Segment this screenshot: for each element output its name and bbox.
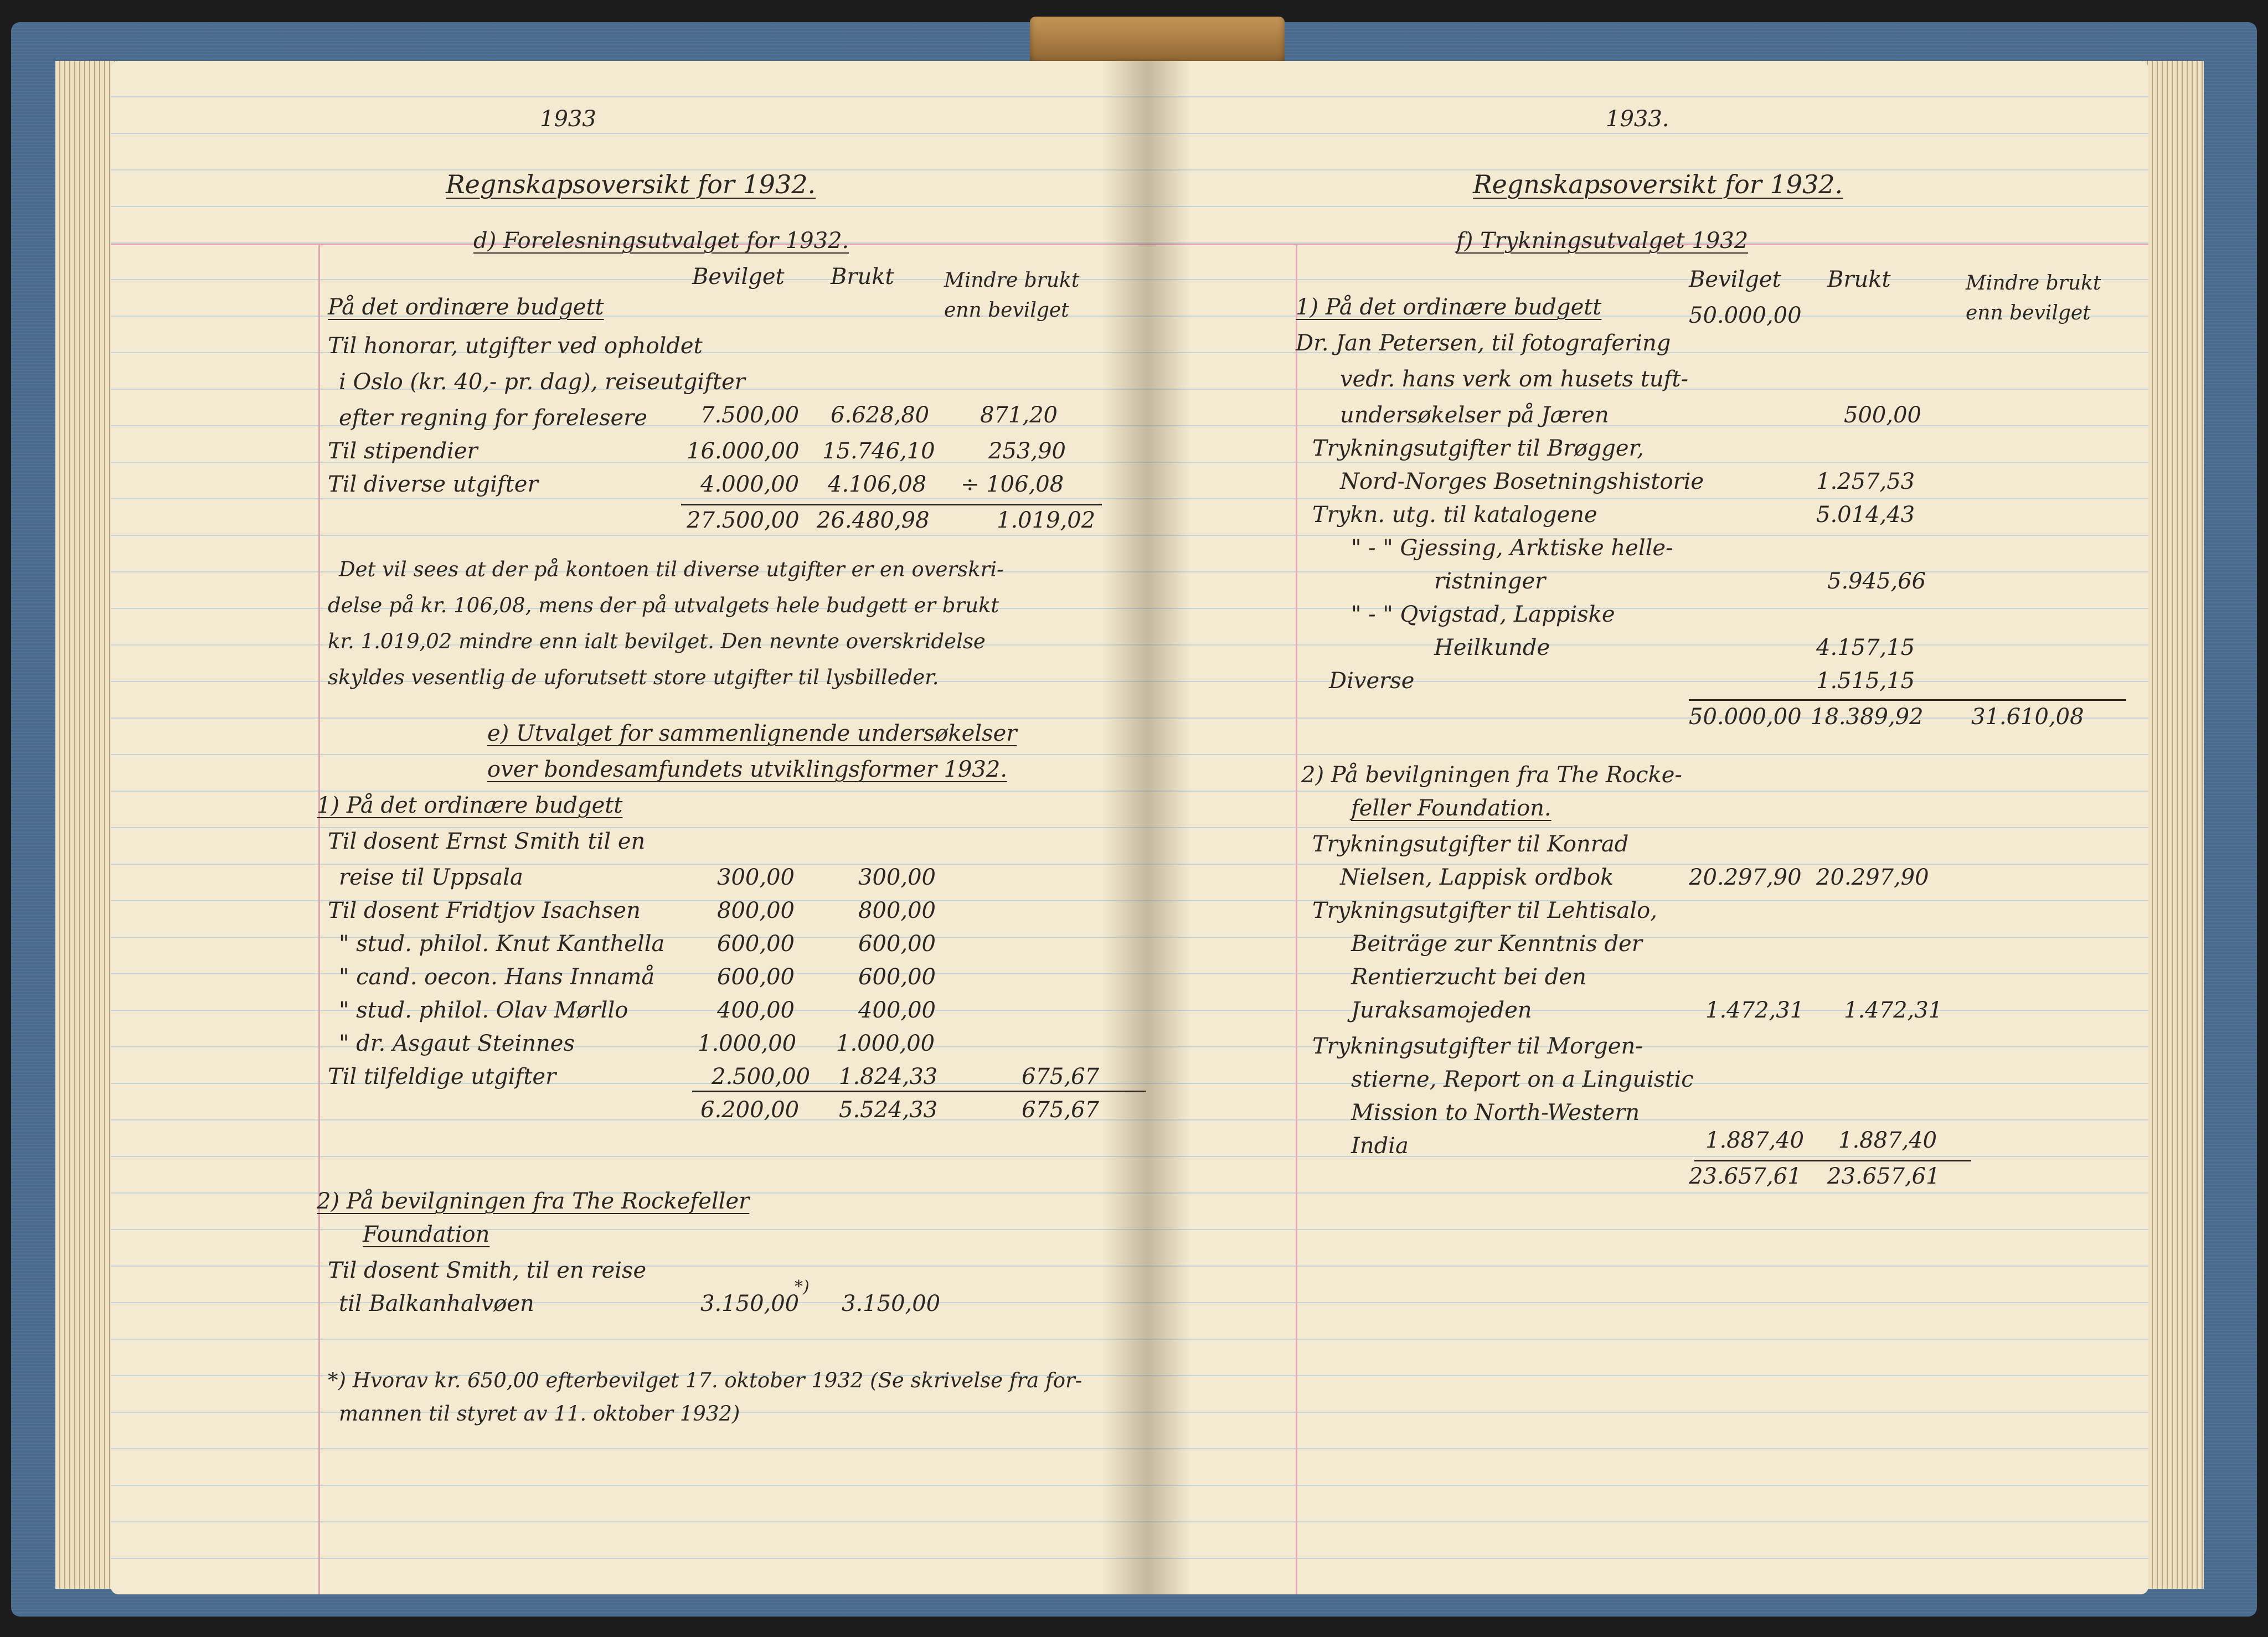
section-heading: feller Foundation.: [1351, 796, 1551, 821]
amount: 1.472,31: [1705, 998, 1805, 1023]
year-label: 1933: [540, 106, 596, 132]
section-heading: e) Utvalget for sammenlignende undersøkelser: [487, 721, 1017, 746]
section-heading: d) Forelesningsutvalget for 1932.: [473, 228, 849, 254]
amount: 1.257,53: [1816, 469, 1915, 494]
total-amount: 6.200,00: [700, 1097, 800, 1123]
amount: ÷ 106,08: [961, 472, 1064, 497]
note-line: delse på kr. 106,08, mens der på utvalgets hele budgett er brukt: [328, 593, 999, 617]
total-amount: 23.657,61: [1689, 1164, 1802, 1189]
year-label: 1933.: [1606, 106, 1669, 132]
ledger-line: i Oslo (kr. 40,- pr. dag), reiseutgifter: [339, 369, 745, 395]
ledger-line: efter regning for forelesere: [339, 405, 647, 431]
amount: 1.824,33: [839, 1064, 938, 1089]
ledger-line: Mission to North-Western: [1351, 1100, 1640, 1125]
amount: 5.014,43: [1816, 502, 1915, 528]
right-page: [1146, 61, 2148, 1594]
amount: 3.150,00: [842, 1291, 941, 1316]
ledger-line: " - " Gjessing, Arktiske helle-: [1351, 535, 1673, 561]
amount: 20.297,90: [1816, 865, 1929, 890]
ledger-line: Trykningsutgifter til Konrad: [1312, 832, 1629, 857]
budget-heading: 1) På det ordinære budgett: [317, 793, 623, 818]
margin-rule: [1296, 244, 1297, 1594]
ledger-line: ristninger: [1434, 569, 1546, 594]
section-heading: 2) På bevilgningen fra The Rocke-: [1301, 762, 1682, 788]
section-heading: over bondesamfundets utviklingsformer 1932.: [487, 757, 1008, 782]
ledger-line: stierne, Report on a Linguistic: [1351, 1067, 1694, 1092]
amount: 400,00: [858, 998, 936, 1023]
amount: 600,00: [858, 931, 936, 957]
ledger-line: " - " Qvigstad, Lappiske: [1351, 602, 1615, 627]
footnote-line: mannen til styret av 11. oktober 1932): [339, 1402, 740, 1426]
amount: 1.472,31: [1844, 998, 1943, 1023]
amount: 1.000,00: [698, 1031, 797, 1056]
ledger-line: India: [1351, 1133, 1409, 1159]
total-amount: 1.019,02: [997, 508, 1096, 533]
amount: 1.000,00: [836, 1031, 935, 1056]
amount: 300,00: [858, 865, 936, 890]
ledger-line: Trykn. utg. til katalogene: [1312, 502, 1597, 528]
book-gutter: [1102, 61, 1190, 1594]
amount: 600,00: [858, 964, 936, 990]
footnote-marker: *): [795, 1277, 810, 1297]
sum-rule: [1689, 699, 2126, 701]
budget-heading: På det ordinære budgett: [328, 295, 604, 320]
budget-heading: 1) På det ordinære budgett: [1296, 295, 1602, 320]
ledger-line: Beiträge zur Kenntnis der: [1351, 931, 1642, 957]
total-amount: 18.389,92: [1811, 704, 1924, 730]
amount: 4.000,00: [700, 472, 800, 497]
note-line: skyldes vesentlig de uforutsett store utgifter til lysbilleder.: [328, 665, 939, 689]
note-line: kr. 1.019,02 mindre enn ialt bevilget. Den nevnte overskridelse: [328, 629, 986, 653]
section-heading: 2) På bevilgningen fra The Rockefeller: [317, 1189, 750, 1214]
amount: 800,00: [858, 898, 936, 923]
ledger-line: " dr. Asgaut Steinnes: [339, 1031, 575, 1056]
ledger-line: " cand. oecon. Hans Innamå: [339, 964, 655, 990]
ledger-line: " stud. philol. Olav Mørllo: [339, 998, 628, 1023]
book-clasp: [1030, 17, 1285, 66]
section-heading: Foundation: [363, 1222, 490, 1247]
total-amount: 31.610,08: [1971, 704, 2084, 730]
ledger-line: Trykningsutgifter til Brøgger,: [1312, 436, 1645, 461]
amount: 675,67: [1022, 1064, 1099, 1089]
amount: 871,20: [980, 402, 1058, 428]
column-header: Bevilget: [1689, 267, 1781, 292]
ledger-line: Til stipendier: [328, 438, 478, 464]
ledger-line: " stud. philol. Knut Kanthella: [339, 931, 665, 957]
ledger-line: Til dosent Smith, til en reise: [328, 1258, 647, 1283]
amount: 16.000,00: [687, 438, 800, 464]
total-amount: 50.000,00: [1689, 704, 1802, 730]
amount: 253,90: [988, 438, 1066, 464]
amount: 5.945,66: [1827, 569, 1926, 594]
total-amount: 27.500,00: [687, 508, 800, 533]
column-header: Mindre brukt enn bevilget: [1966, 272, 2101, 324]
margin-rule: [318, 244, 320, 1594]
note-line: Det vil sees at der på kontoen til diverse utgifter er en overskri-: [339, 557, 1004, 581]
ledger-line: vedr. hans verk om husets tuft-: [1340, 366, 1688, 392]
page-edges-right: [2143, 61, 2204, 1589]
sum-rule: [681, 504, 1102, 505]
section-heading: f) Trykningsutvalget 1932: [1456, 228, 1749, 254]
ledger-line: Trykningsutgifter til Morgen-: [1312, 1034, 1643, 1059]
amount: 1.515,15: [1816, 668, 1915, 694]
amount: 1.887,40: [1705, 1128, 1805, 1153]
ledger-line: Rentierzucht bei den: [1351, 964, 1586, 990]
ledger-line: til Balkanhalvøen: [339, 1291, 534, 1316]
amount: 400,00: [717, 998, 795, 1023]
total-amount: 675,67: [1022, 1097, 1099, 1123]
total-amount: 26.480,98: [817, 508, 930, 533]
column-header: Brukt: [1827, 267, 1891, 292]
sum-rule: [1694, 1160, 1971, 1161]
ledger-line: Juraksamojeden: [1351, 998, 1532, 1023]
ledger-line: Til diverse utgifter: [328, 472, 538, 497]
amount: 4.157,15: [1816, 635, 1915, 660]
ledger-line: Til tilfeldige utgifter: [328, 1064, 556, 1089]
ledger-line: undersøkelser på Jæren: [1340, 402, 1609, 428]
ledger-line: Til honorar, utgifter ved opholdet: [328, 333, 703, 359]
page-edges-left: [55, 61, 116, 1589]
amount: 20.297,90: [1689, 865, 1802, 890]
page-title: Regnskapsoversikt for 1932.: [446, 169, 816, 199]
amount: 2.500,00: [712, 1064, 811, 1089]
ledger-line: Diverse: [1329, 668, 1415, 694]
amount: 600,00: [717, 931, 795, 957]
amount: 300,00: [717, 865, 795, 890]
footnote-line: *) Hvorav kr. 650,00 efterbevilget 17. oktober 1932 (Se skrivelse fra for-: [328, 1369, 1083, 1392]
amount: 500,00: [1844, 402, 1921, 428]
amount: 3.150,00: [700, 1291, 800, 1316]
ledger-line: Heilkunde: [1434, 635, 1550, 660]
amount: 6.628,80: [831, 402, 930, 428]
ledger-line: Nord-Norges Bosetningshistorie: [1340, 469, 1704, 494]
ledger-line: Til dosent Ernst Smith til en: [328, 829, 646, 854]
amount: 50.000,00: [1689, 303, 1802, 328]
amount: 1.887,40: [1838, 1128, 1937, 1153]
column-header: Bevilget: [692, 264, 785, 290]
left-page: [111, 61, 1146, 1594]
column-header: Brukt: [831, 264, 894, 290]
ledger-line: Nielsen, Lappisk ordbok: [1340, 865, 1614, 890]
sum-rule: [692, 1091, 1146, 1092]
total-amount: 23.657,61: [1827, 1164, 1940, 1189]
ledger-line: Til dosent Fridtjov Isachsen: [328, 898, 641, 923]
column-header: Mindre brukt enn bevilget: [944, 269, 1080, 322]
total-amount: 5.524,33: [839, 1097, 938, 1123]
amount: 15.746,10: [822, 438, 935, 464]
amount: 800,00: [717, 898, 795, 923]
ledger-line: Trykningsutgifter til Lehtisalo,: [1312, 898, 1657, 923]
page-title: Regnskapsoversikt for 1932.: [1473, 169, 1843, 199]
ledger-line: reise til Uppsala: [339, 865, 523, 890]
ledger-line: Dr. Jan Petersen, til fotografering: [1296, 331, 1671, 356]
amount: 600,00: [717, 964, 795, 990]
amount: 4.106,08: [828, 472, 927, 497]
amount: 7.500,00: [700, 402, 800, 428]
